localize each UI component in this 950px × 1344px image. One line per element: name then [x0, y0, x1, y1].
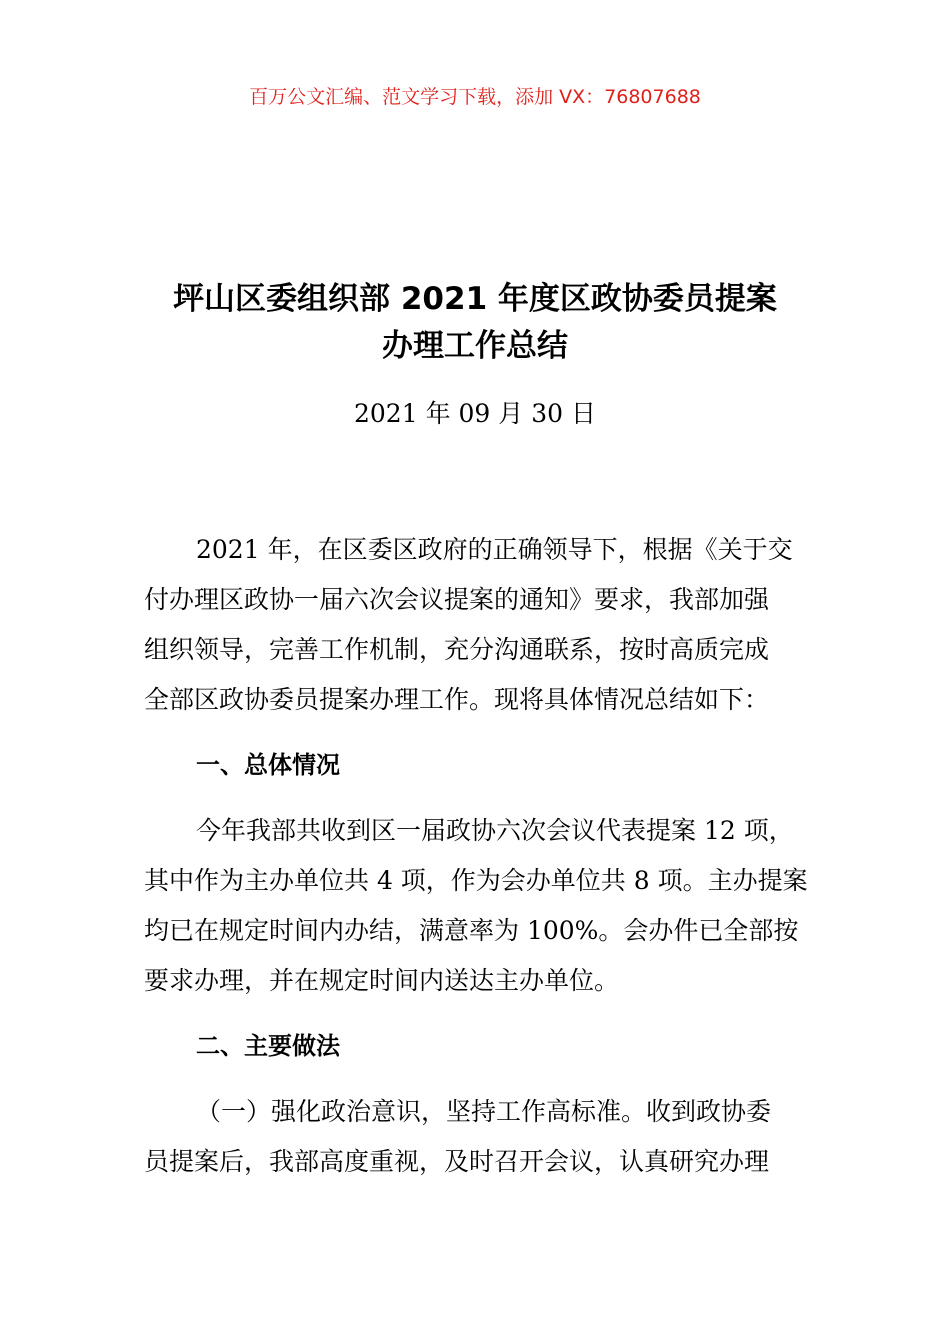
paragraph-line: 其中作为主办单位共 4 项，作为会办单位共 8 项。主办提案 [144, 866, 808, 895]
section-heading-practices: 二、主要做法 [196, 1032, 340, 1060]
section2-paragraph [144, 1087, 806, 1187]
header-watermark-note: 百万公文汇编、范文学习下载，添加 VX：76807688 [249, 86, 701, 108]
section1-paragraph [144, 806, 806, 1006]
paragraph-line: 2021 年，在区委区政府的正确领导下，根据《关于交 [196, 535, 793, 564]
document-date: 2021 年 09 月 30 日 [354, 399, 596, 428]
section-heading-overall: 一、总体情况 [196, 751, 340, 779]
intro-paragraph [144, 525, 806, 725]
title-line-1: 坪山区委组织部 2021 年度区政协委员提案 [173, 281, 777, 317]
paragraph-line: （一）强化政治意识，坚持工作高标准。收到政协委 [196, 1097, 772, 1126]
document-title [0, 276, 950, 370]
paragraph-line: 均已在规定时间内办结，满意率为 100%。会办件已全部按 [144, 916, 799, 945]
paragraph-line: 今年我部共收到区一届政协六次会议代表提案 12 项， [196, 816, 794, 845]
paragraph-line: 要求办理，并在规定时间内送达主办单位。 [144, 966, 620, 995]
title-line-2: 办理工作总结 [382, 328, 568, 364]
paragraph-line: 员提案后，我部高度重视，及时召开会议，认真研究办理 [144, 1147, 770, 1176]
paragraph-line: 组织领导，完善工作机制，充分沟通联系，按时高质完成 [144, 635, 770, 664]
paragraph-line: 付办理区政协一届六次会议提案的通知》要求，我部加强 [144, 585, 770, 614]
paragraph-line: 全部区政协委员提案办理工作。现将具体情况总结如下： [144, 685, 770, 714]
